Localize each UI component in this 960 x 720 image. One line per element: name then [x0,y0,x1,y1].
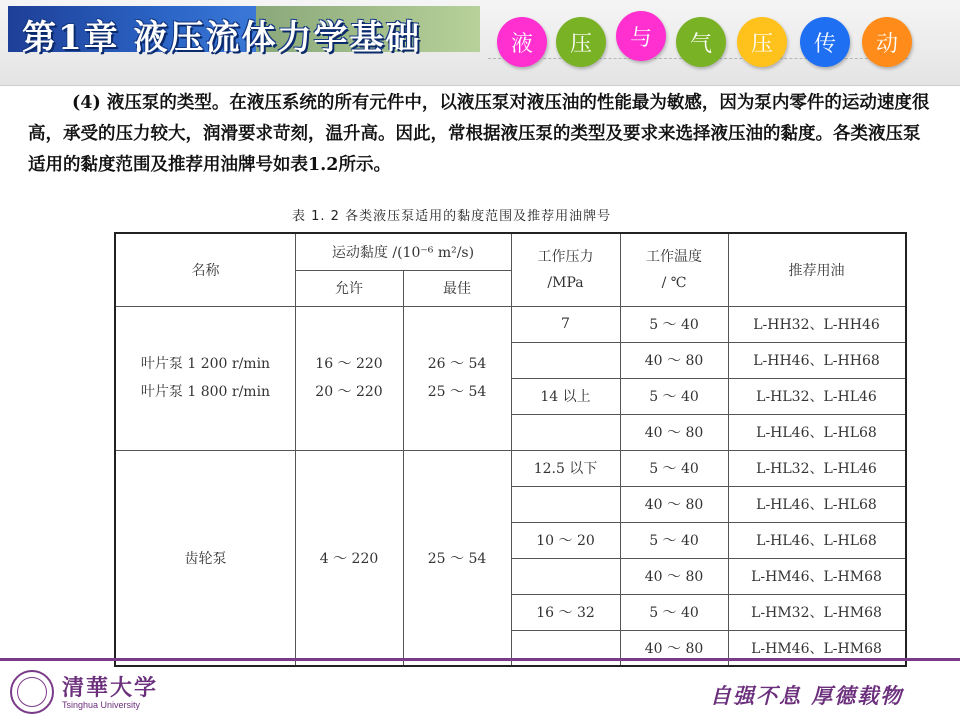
header-temp: 工作温度 / ℃ [646,249,702,291]
table-cell: L-HL46、L-HL68 [756,497,877,513]
table-cell: 40 ～ 80 [644,425,704,441]
gear-pump-allow: 4 ～ 220 [319,550,379,567]
circle-char-5 [737,17,787,67]
circle-char: 与 [629,25,652,51]
table-cell: 5 ～ 40 [649,533,699,549]
circle-char-1 [497,17,547,67]
table-cell [511,342,620,378]
circle-char: 液 [510,31,533,57]
circle-char-4 [676,17,726,67]
table-cell: L-HH32、L-HH46 [753,317,880,333]
table-cell: L-HM46、L-HM68 [751,569,882,585]
table-cell: 40 ～ 80 [644,353,704,369]
university-motto: 自强不息 厚德载物 [710,683,904,708]
header-pressure: 工作压力 /MPa [537,249,594,291]
header-allow: 允许 [335,281,363,297]
body-paragraph [28,88,933,181]
table-cell: L-HM46、L-HM68 [751,640,882,657]
table-cell: 40 ～ 80 [644,497,704,513]
circle-char-3 [616,11,666,61]
university-seal-icon [10,670,54,714]
header-viscosity: 运动黏度 /(10⁻⁶ m²/s) [331,245,475,261]
header-best: 最佳 [443,281,471,297]
table-cell: 5 ～ 40 [649,605,699,621]
table-cell: L-HH46、L-HH68 [753,353,880,369]
table-cell [511,414,620,450]
chapter-title: 第1章 液压流体力学基础 [22,18,422,58]
table-cell: 5 ～ 40 [649,461,699,477]
viscosity-table [114,232,907,667]
circle-char: 传 [813,31,836,57]
gear-pump-best: 25 ～ 54 [427,550,487,567]
table-cell: 14 以上 [540,389,591,405]
footer-divider [0,658,960,661]
table-caption: 表 1. 2 各类液压泵适用的黏度范围及推荐用油牌号 [292,209,612,224]
circle-char-6 [800,17,850,67]
gear-pump-name: 齿轮泵 [184,550,227,567]
circle-char-7 [862,17,912,67]
table-cell [511,486,620,522]
title-banner [8,6,422,58]
table-cell [511,558,620,594]
slide-header [0,0,960,86]
vane-pump-names: 叶片泵 1 200 r/min 叶片泵 1 800 r/min [140,356,271,400]
table-cell: L-HM32、L-HM68 [751,605,882,621]
circle-char: 动 [875,31,898,57]
table-cell: L-HL32、L-HL46 [756,389,877,405]
table-cell: 7 [561,316,570,332]
header-name: 名称 [191,263,220,279]
vane-pump-allow: 16 ～ 220 20 ～ 220 [315,356,383,400]
paragraph-text: (4) 液压泵的类型。在液压系统的所有元件中，以液压泵对液压油的性能最为敏感，因为泵内零件的运动速度很高，承受的压力较大，润滑要求苛刻，温升高。因此，常根据液压泵的类型及要求来选择液压油的黏度。各类液压泵适用的黏度范围及推荐用油牌号如表1.2所示。 [28,93,930,175]
table-cell: L-HL32、L-HL46 [756,461,877,477]
circle-char: 压 [569,31,592,57]
circle-char-2 [556,17,606,67]
vane-pump-best: 26 ～ 54 25 ～ 54 [427,356,487,400]
table-cell: 12.5 以下 [533,461,598,477]
table-cell: 40 ～ 80 [644,640,704,657]
university-name-cn: 清華大学 [62,675,159,701]
circle-char: 压 [750,31,773,57]
table-cell: L-HL46、L-HL68 [756,533,877,549]
table-cell: 10 ～ 20 [536,533,595,549]
table-cell: L-HL46、L-HL68 [756,425,877,441]
table-cell: 5 ～ 40 [649,317,699,333]
header-oil: 推荐用油 [788,263,845,279]
table-cell: 5 ～ 40 [649,389,699,405]
university-name-en: Tsinghua University [62,700,141,710]
table-cell: 16 ～ 32 [536,605,595,621]
table-cell: 40 ～ 80 [644,569,704,585]
circle-char: 气 [689,31,712,57]
